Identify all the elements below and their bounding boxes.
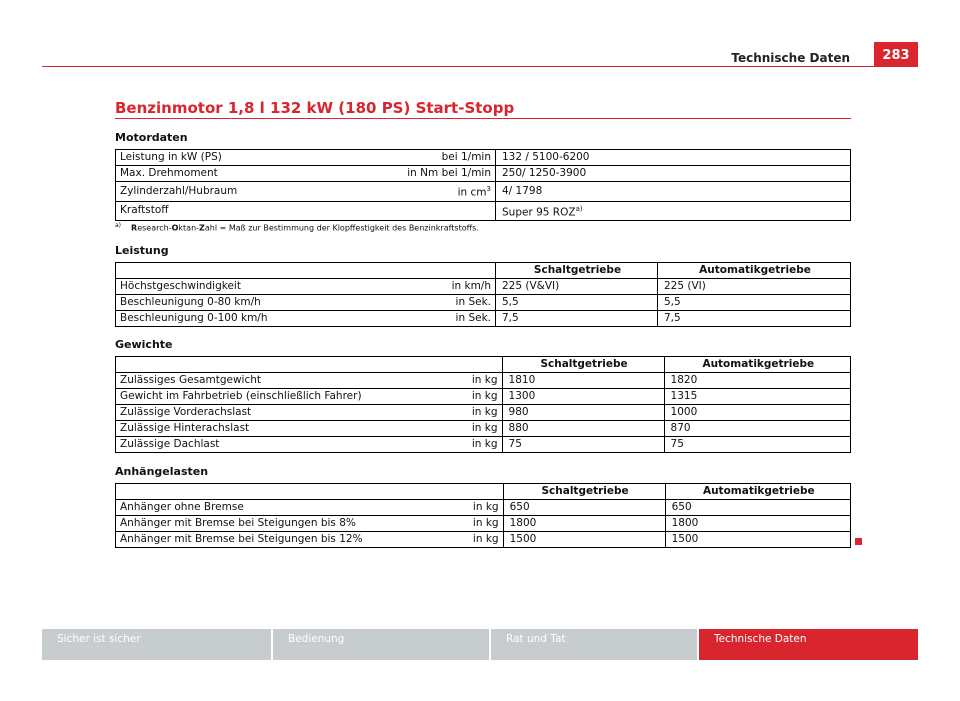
row-value-automatic: 5,5 (658, 295, 851, 311)
table-row (116, 405, 851, 421)
row-unit: in Sek. (359, 295, 496, 311)
row-value-manual: 1810 (502, 373, 664, 389)
row-label: Leistung in kW (PS) (116, 150, 360, 166)
row-label: Beschleunigung 0-80 km/h (116, 295, 360, 311)
row-value-automatic: 7,5 (658, 311, 851, 327)
footnote-marker: a) (115, 222, 122, 229)
footer-tab-sicher-ist-sicher[interactable]: Sicher ist sicher (42, 629, 271, 660)
table-row (116, 201, 851, 221)
footer-tab-technische-daten[interactable]: Technische Daten (699, 629, 918, 660)
gewichte-table (115, 356, 851, 453)
table-row (116, 150, 851, 166)
footer-nav (42, 629, 918, 660)
row-unit: in km/h (359, 279, 496, 295)
row-value-manual: 980 (502, 405, 664, 421)
table-row (116, 166, 851, 182)
row-value-automatic: 1820 (664, 373, 850, 389)
row-unit (359, 201, 496, 221)
row-label: Max. Drehmoment (116, 166, 360, 182)
section-rule (115, 118, 851, 119)
header-rule (42, 66, 918, 67)
row-value-automatic: 650 (665, 500, 850, 516)
row-value-manual: 650 (503, 500, 665, 516)
row-label: Beschleunigung 0-100 km/h (116, 311, 360, 327)
row-value: Super 95 ROZ (502, 206, 576, 218)
footer-tab-bedienung[interactable]: Bedienung (273, 629, 489, 660)
row-value-manual: 75 (502, 437, 664, 453)
row-unit: in kg (366, 437, 503, 453)
row-label: Anhänger mit Bremse bei Steigungen bis 8% (116, 516, 367, 532)
row-unit: in Nm bei 1/min (359, 166, 496, 182)
row-value: 4/ 1798 (496, 182, 851, 202)
table-row (116, 279, 851, 295)
footer-tab-rat-und-tat[interactable]: Rat und Tat (491, 629, 697, 660)
anhaengelasten-heading: Anhängelasten (115, 465, 209, 478)
anhaengelasten-table (115, 483, 851, 548)
row-label: Zulässiges Gesamtgewicht (116, 373, 366, 389)
table-row (116, 373, 851, 389)
row-value-manual: 5,5 (496, 295, 658, 311)
section-end-marker (855, 538, 862, 545)
row-value-manual: 7,5 (496, 311, 658, 327)
motordaten-table (115, 149, 851, 221)
row-unit-cell (359, 182, 496, 202)
running-header-title: Technische Daten (731, 51, 850, 65)
table-header-row (116, 263, 851, 279)
row-label: Gewicht im Fahrbetrieb (einschließlich Fahrer) (116, 389, 366, 405)
column-header-automatic: Automatikgetriebe (664, 357, 850, 373)
table-header-row (116, 484, 851, 500)
row-value-manual: 1800 (503, 516, 665, 532)
column-header-automatic: Automatikgetriebe (665, 484, 850, 500)
table-row (116, 311, 851, 327)
row-label: Zulässige Hinterachslast (116, 421, 366, 437)
row-unit: in kg (367, 532, 504, 548)
footnote-reference: a) (575, 204, 583, 213)
page-number: 283 (874, 42, 918, 66)
section-title: Benzinmotor 1,8 l 132 kW (180 PS) Start-Stopp (115, 99, 515, 117)
row-value-automatic: 1000 (664, 405, 850, 421)
footnote: $^{a)}$ Research-Oktan-Zahl = Maß zur Bestimmung der Klopffestigkeit des Benzinkraftstoffs. (115, 222, 479, 233)
row-value-automatic: 75 (664, 437, 850, 453)
row-unit: in kg (367, 516, 504, 532)
row-value: 132 / 5100-6200 (496, 150, 851, 166)
table-row (116, 437, 851, 453)
row-label: Anhänger ohne Bremse (116, 500, 367, 516)
row-unit: in kg (366, 373, 503, 389)
row-unit: in kg (366, 389, 503, 405)
column-header-automatic: Automatikgetriebe (658, 263, 851, 279)
leistung-table (115, 262, 851, 327)
row-unit: bei 1/min (359, 150, 496, 166)
row-unit: in kg (366, 405, 503, 421)
table-header-row (116, 357, 851, 373)
row-value-automatic: 870 (664, 421, 850, 437)
unit-superscript: 3 (486, 185, 491, 193)
gewichte-heading: Gewichte (115, 338, 173, 351)
table-row (116, 389, 851, 405)
row-unit: in kg (366, 421, 503, 437)
row-unit: in Sek. (359, 311, 496, 327)
header-blank-cell (116, 263, 496, 279)
table-row (116, 182, 851, 202)
row-value-automatic: 225 (VI) (658, 279, 851, 295)
table-row (116, 295, 851, 311)
row-label: Zulässige Dachlast (116, 437, 366, 453)
row-value-automatic: 1500 (665, 532, 850, 548)
table-row (116, 500, 851, 516)
column-header-manual: Schaltgetriebe (502, 357, 664, 373)
row-value-manual: 1300 (502, 389, 664, 405)
row-unit: in kg (367, 500, 504, 516)
row-value-manual: 880 (502, 421, 664, 437)
row-unit: in cm (457, 186, 487, 199)
table-row (116, 421, 851, 437)
row-label: Zylinderzahl/Hubraum (116, 182, 360, 202)
row-value-cell (496, 201, 851, 221)
leistung-heading: Leistung (115, 244, 169, 257)
row-value-automatic: 1315 (664, 389, 850, 405)
row-label: Höchstgeschwindigkeit (116, 279, 360, 295)
column-header-manual: Schaltgetriebe (503, 484, 665, 500)
row-value-manual: 225 (V&VI) (496, 279, 658, 295)
table-row (116, 532, 851, 548)
row-label: Zulässige Vorderachslast (116, 405, 366, 421)
table-row (116, 516, 851, 532)
header-blank-cell (116, 484, 504, 500)
header-blank-cell (116, 357, 503, 373)
motordaten-heading: Motordaten (115, 131, 188, 144)
row-label: Kraftstoff (116, 201, 360, 221)
row-value: 250/ 1250-3900 (496, 166, 851, 182)
row-label: Anhänger mit Bremse bei Steigungen bis 12% (116, 532, 367, 548)
column-header-manual: Schaltgetriebe (496, 263, 658, 279)
row-value-automatic: 1800 (665, 516, 850, 532)
row-value-manual: 1500 (503, 532, 665, 548)
